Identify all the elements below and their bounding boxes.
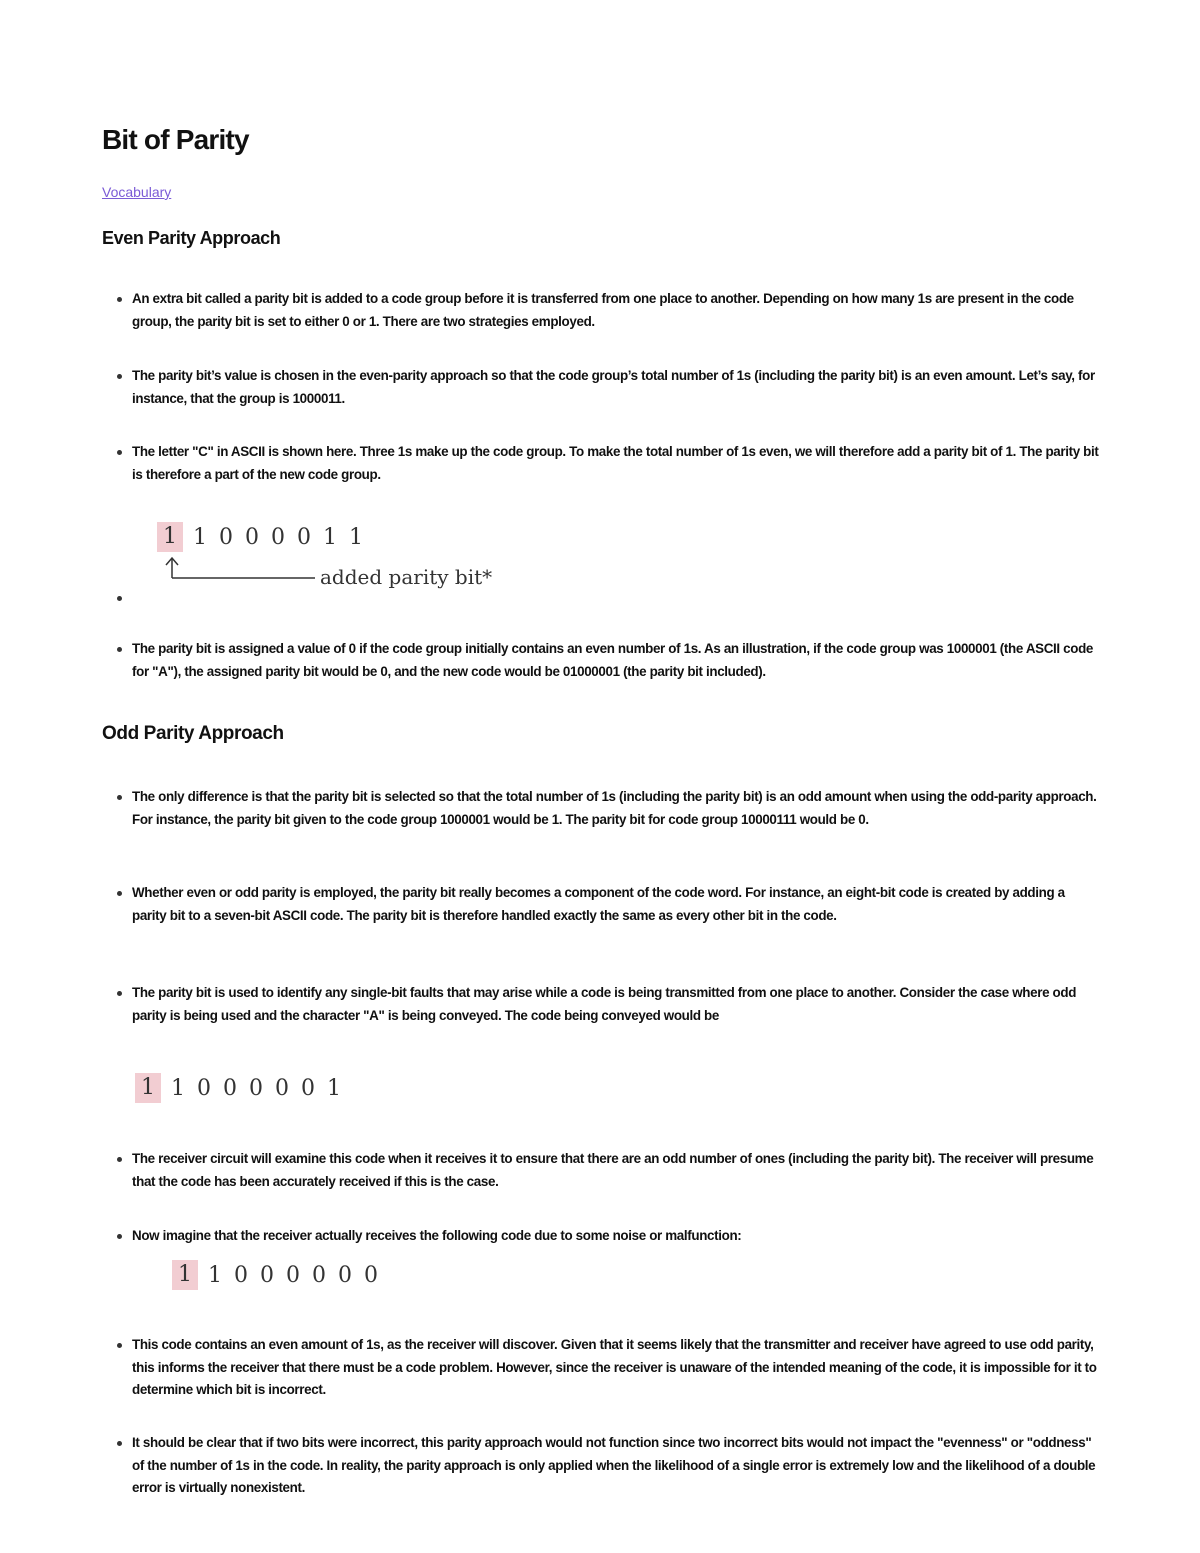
bit: 0 [197, 1075, 211, 1101]
bit: 0 [219, 524, 233, 550]
list-item: The receiver circuit will examine this code when it receives it to ensure that there are an odd number of ones (including the parity bit). The receiver will presume that the code has been accurately received if this is the case. [132, 1148, 1100, 1193]
vocabulary-link[interactable]: Vocabulary [102, 184, 172, 200]
parity-arrow-icon [160, 555, 320, 585]
bit: 0 [338, 1262, 352, 1288]
bit: 1 [208, 1262, 222, 1288]
bit: 0 [275, 1075, 289, 1101]
bit: 0 [297, 524, 311, 550]
list-item: The parity bit is assigned a value of 0 if the code group initially contains an even number of 1s. As an illustration, if the code group was 1000001 (the ASCII code for "A"), the assigned parity bit would be 0, and the new code would be 01000001 (the parity bit included). [132, 638, 1100, 683]
parity-figure-even [157, 522, 369, 552]
bit: 0 [223, 1075, 237, 1101]
bit: 1 [349, 524, 363, 550]
bit: 0 [364, 1262, 378, 1288]
heading-odd-parity: Odd Parity Approach [102, 723, 284, 744]
parity-annotation: added parity bit* [320, 565, 493, 589]
bit: 0 [271, 524, 285, 550]
list-item: An extra bit called a parity bit is added to a code group before it is transferred from one place to another. Depending on how many 1s are present in the code group, the parity bit is set to either 0 or 1. There are two strategies employed. [132, 288, 1100, 333]
bit: 1 [327, 1075, 341, 1101]
bit: 0 [301, 1075, 315, 1101]
parity-bit: 1 [135, 1073, 161, 1103]
parity-bit: 1 [157, 522, 183, 552]
list-item: Now imagine that the receiver actually receives the following code due to some noise or malfunction: [132, 1225, 1100, 1248]
list-item: This code contains an even amount of 1s, as the receiver will discover. Given that it seems likely that the transmitter and receiver have agreed to use odd parity, this informs the receiver that there must be a code problem. However, since the receiver is unaware of the intended meaning of the code, it is impossible for it to determine which bit is incorrect. [132, 1334, 1100, 1402]
bit: 0 [245, 524, 259, 550]
bit: 1 [171, 1075, 185, 1101]
list-item: The letter "C" in ASCII is shown here. Three 1s make up the code group. To make the total number of 1s even, we will therefore add a parity bit of 1. The parity bit is therefore a part of the new code group. [132, 441, 1100, 486]
bit: 0 [260, 1262, 274, 1288]
bit: 0 [286, 1262, 300, 1288]
list-item: It should be clear that if two bits were incorrect, this parity approach would not function since two incorrect bits would not impact the "evenness" or "oddness" of the number of 1s in the code. In reality, the parity approach is only applied when the likelihood of a single error is extremely low and the likelihood of a double error is virtually nonexistent. [132, 1432, 1100, 1500]
bit: 1 [323, 524, 337, 550]
parity-figure-odd-sent [135, 1073, 347, 1103]
bit: 0 [249, 1075, 263, 1101]
bit: 0 [234, 1262, 248, 1288]
list-item: The only difference is that the parity bit is selected so that the total number of 1s (including the parity bit) is an odd amount when using the odd-parity approach. For instance, the parity bit given to the code group 1000001 would be 1. The parity bit for code group 10000111 would be 0. [132, 786, 1100, 831]
empty-list-bullet [117, 596, 122, 601]
parity-bit: 1 [172, 1260, 198, 1290]
parity-figure-odd-received [172, 1260, 384, 1290]
page-title: Bit of Parity [102, 124, 249, 155]
bit: 0 [312, 1262, 326, 1288]
list-item: Whether even or odd parity is employed, the parity bit really becomes a component of the code word. For instance, an eight-bit code is created by adding a parity bit to a seven-bit ASCII code. The parity bit is therefore handled exactly the same as every other bit in the code. [132, 882, 1100, 927]
list-item: The parity bit’s value is chosen in the even-parity approach so that the code group’s total number of 1s (including the parity bit) is an even amount. Let’s say, for instance, that the group is 1000011. [132, 365, 1100, 410]
list-item: The parity bit is used to identify any single-bit faults that may arise while a code is being transmitted from one place to another. Consider the case where odd parity is being used and the character "A" is being conveyed. The code being conveyed would be [132, 982, 1100, 1027]
bit: 1 [193, 524, 207, 550]
heading-even-parity: Even Parity Approach [102, 228, 281, 248]
